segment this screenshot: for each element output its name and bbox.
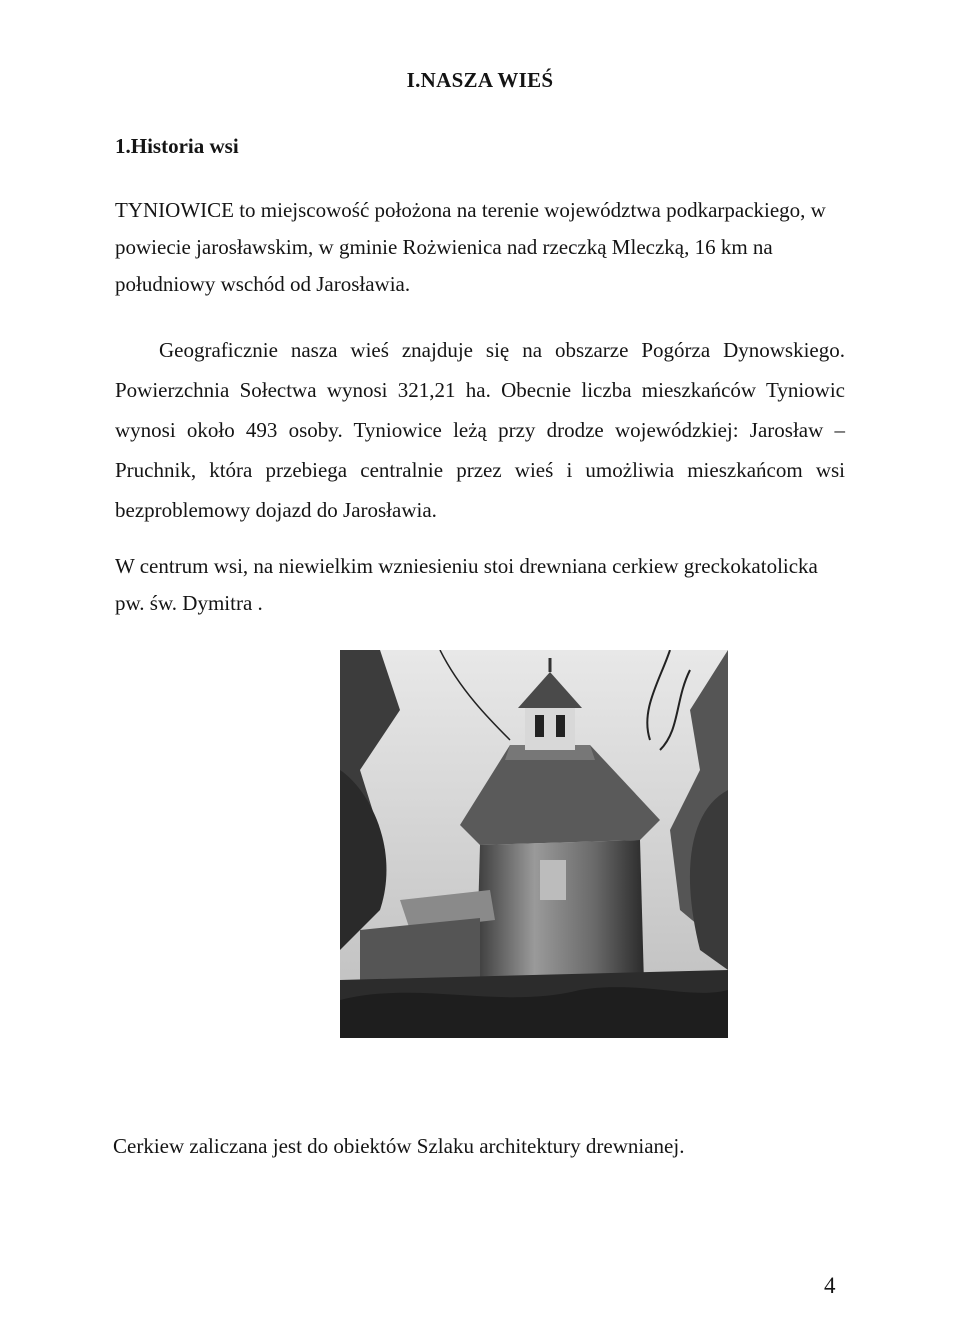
paragraph-church: W centrum wsi, na niewielkim wzniesieniu stoi drewniana cerkiew greckokatolicka pw. św. Dymitra . bbox=[115, 554, 818, 615]
page-number: 4 bbox=[824, 1273, 836, 1298]
section-heading: 1.Historia wsi bbox=[115, 134, 239, 158]
page-title: I.NASZA WIEŚ bbox=[406, 68, 554, 92]
paragraph-geography: Geograficznie nasza wieś znajduje się na obszarze Pogórza Dynowskiego. Powierzchnia Sołectwa wynosi 321,21 ha. Obecnie liczba mieszkańców Tyniowic wynosi około 493 osoby. Tyniowice leżą przy drodze wojewódzkiej: Jarosław – Pruchnik, która przebiega centralnie przez wieś i umożliwia mieszkańcom wsi bezproblemowy dojazd do Jarosławia. bbox=[115, 338, 845, 522]
church-photo bbox=[340, 650, 728, 1038]
photo-caption: Cerkiew zaliczana jest do obiektów Szlaku architektury drewnianej. bbox=[113, 1134, 685, 1158]
paragraph-location: TYNIOWICE to miejscowość położona na terenie województwa podkarpackiego, w powiecie jarosławskim, w gminie Rożwienica nad rzeczką Mleczką, 16 km na południowy wschód od Jarosławia. bbox=[115, 198, 826, 296]
